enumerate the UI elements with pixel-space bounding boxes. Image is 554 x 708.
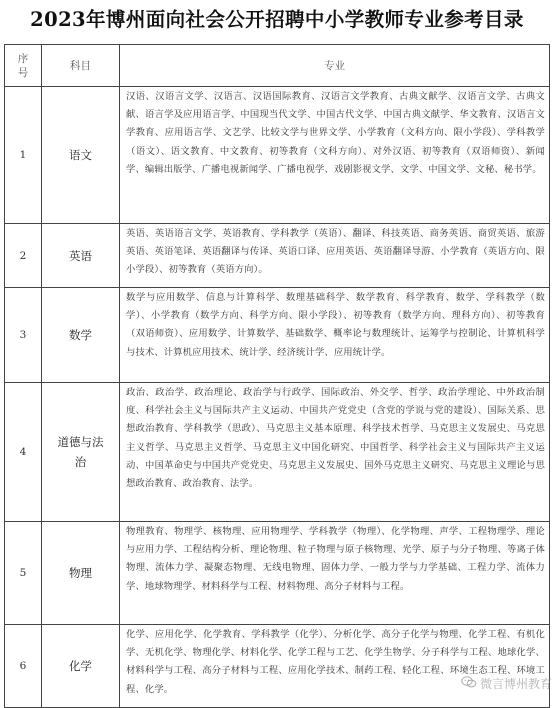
row-majors-text: 政治、政治学、政治理论、政治学与行政学、国际政治、外交学、哲学、政治学理论、中外政治制度、科学社会主义与国际共产主义运动、中国共产党党史（含党的学说与党的建设）、国际关系、思想政治教育、学科教学（思政）、马克思主义基本原理、科学技术哲学、马克思主义发展史、马克思主义哲学、马克思主义哲学、马克思主义中国化研究、中国哲学、科学社会主义与国际共产主义运动、中国革命史与中国共产党党史、马克思主义发展史、国外马克思主义研究、马克思主义理论与思想政治教育、政治教育、法学。	[126, 387, 545, 490]
wechat-icon	[461, 676, 477, 691]
row-majors-text: 汉语、汉语言文学、汉语言、汉语国际教育、汉语言文学教育、古典文献学、汉语言文学、古典文献、语言学及应用语言学、中国现当代文学、中国古代文学、中国古典文献学、华文教育、汉语言文学教育、应用语言学、文艺学、比较文学与世界文学、小学教育（文科方向、限小学段）、学科教学（语文）、语文教育、中文教育、初等教育（文科方向）、对外汉语、初等教育（双语师资）、新闻学、编辑出版学、广播电视新闻学、广播电视学、戏剧影视文学、文学、中国文学、文秘、秘书学。	[126, 91, 545, 175]
row-number: 3	[5, 288, 42, 383]
watermark-text: 微言博州教育	[479, 677, 552, 691]
row-subject: 数学	[42, 288, 120, 383]
row-majors-text: 物理教育、物理学、核物理、应用物理学、学科教学（物理）、化学物理、声学、工程物理学、理论与应用力学、工程结构分析、理论物理、粒子物理与原子核物理、光学、原子与分子物理、等离子体物理、流体力学、凝聚态物理、无线电物理、固体力学、一般力学与力学基础、工程力学、流体力学、地球物理学、材料科学与工程、材料物理、高分子材料与工程。	[126, 526, 545, 592]
header-subject: 科目	[42, 45, 120, 87]
row-majors	[120, 383, 550, 522]
page-title: 2023年博州面向社会公开招聘中小学教师专业参考目录	[30, 8, 524, 31]
row-number: 2	[5, 224, 42, 288]
major-catalog-table	[4, 44, 550, 708]
header-majors: 专业	[120, 45, 550, 87]
row-subject: 道德与法治	[42, 383, 120, 522]
row-number: 1	[5, 87, 42, 224]
table-row	[5, 625, 550, 708]
row-majors	[120, 224, 550, 288]
row-majors	[120, 625, 550, 708]
row-majors-text: 化学、应用化学、化学教育、学科教学（化学）、分析化学、高分子化学与物理、化学工程、有机化学、无机化学、物理化学、材料化学、化学工程与工艺、化学生物学、分子科学与工程、地球化学、材料科学与工程、高分子材料与工程、应用化学技术、制药工程、轻化工程、环境生态工程、环境工程、化学。	[126, 629, 545, 695]
row-subject: 语文	[42, 87, 120, 224]
table-header-row	[5, 45, 550, 87]
row-subject: 化学	[42, 625, 120, 708]
watermark	[461, 675, 552, 692]
row-number: 6	[5, 625, 42, 708]
table-row	[5, 288, 550, 383]
row-subject: 物理	[42, 522, 120, 625]
row-majors	[120, 288, 550, 383]
table-row	[5, 522, 550, 625]
row-majors	[120, 87, 550, 224]
row-majors-text: 英语、英语语言文学、英语教育、学科教学（英语）、翻译、科技英语、商务英语、商贸英语、旅游英语、英语笔译、英语翻译与传译、英语口译、应用英语、英语翻译导游、小学教育（英语方向、限小学段）、初等教育（英语方向）。	[126, 228, 545, 276]
table-row	[5, 383, 550, 522]
row-majors	[120, 522, 550, 625]
row-number: 5	[5, 522, 42, 625]
table-row	[5, 87, 550, 224]
table-row	[5, 224, 550, 288]
row-number: 4	[5, 383, 42, 522]
row-majors-text: 数学与应用数学、信息与计算科学、数理基础科学、数学教育、科学教育、数学、学科教学（数学）、小学教育（数学方向、科学方向、限小学段）、初等教育（数学方向、理科方向）、初等教育（双语师资）、应用数学、计算数学、基础数学、概率论与数理统计、运筹学与控制论、计算机科学与技术、计算机应用技术、统计学、经济统计学、应用统计学。	[126, 292, 545, 358]
header-no: 序号	[5, 45, 42, 87]
row-subject: 英语	[42, 224, 120, 288]
